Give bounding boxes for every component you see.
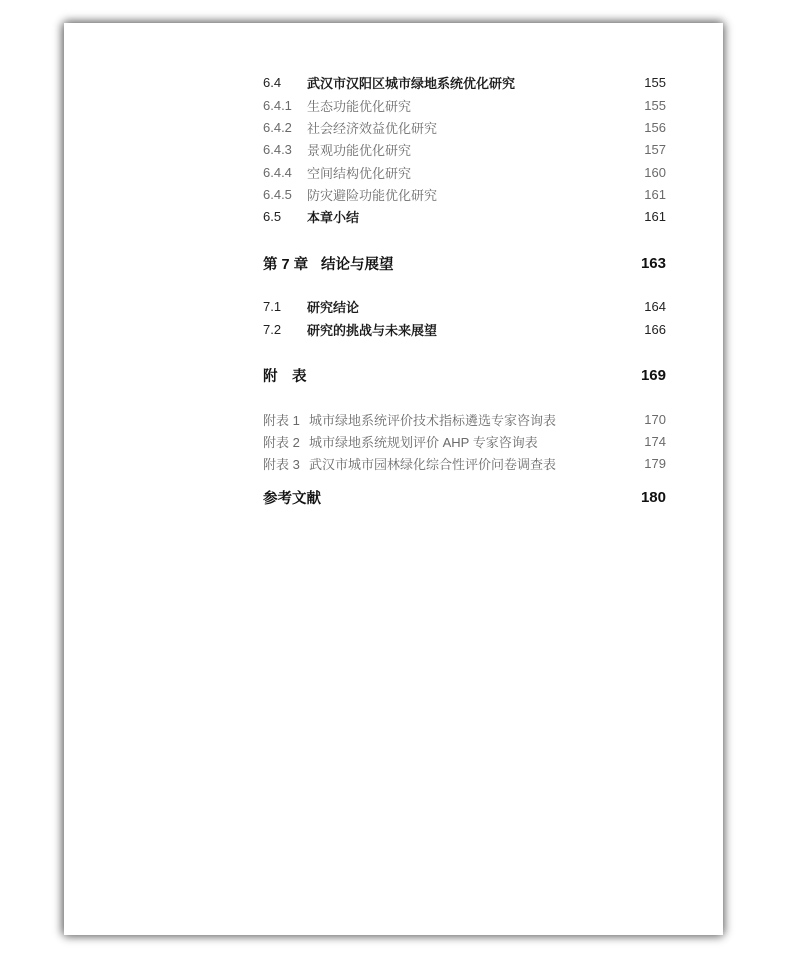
appendix-item-title: 城市绿地系统评价技术指标遴选专家咨询表 [309, 412, 557, 428]
subsection-title: 防灾避险功能优化研究 [307, 187, 438, 203]
section-number: 7.1 [263, 298, 282, 314]
page-number: 180 [640, 488, 666, 506]
subsection-number: 6.4.2 [263, 119, 292, 135]
document-page [64, 23, 723, 935]
appendix-item-title: 城市绿地系统规划评价 AHP 专家咨询表 [309, 434, 538, 450]
toc-subsection-6-4-5[interactable] [263, 184, 666, 204]
section-number: 6.5 [263, 208, 282, 224]
toc-subsection-6-4-4[interactable] [263, 162, 666, 182]
page-number: 163 [640, 254, 666, 272]
page-number: 169 [640, 366, 666, 384]
page-number: 161 [644, 208, 666, 224]
toc-section-7-2[interactable] [263, 319, 666, 339]
toc-references[interactable] [263, 487, 666, 507]
toc-chapter-7[interactable] [263, 253, 666, 273]
appendix-number: 附表 1 [263, 412, 300, 428]
subsection-number: 6.4.4 [263, 164, 292, 180]
page-number: 156 [644, 119, 666, 135]
subsection-number: 6.4.3 [263, 141, 292, 157]
section-number: 7.2 [263, 321, 282, 337]
toc-subsection-6-4-2[interactable] [263, 117, 666, 137]
toc-section-6-5[interactable] [263, 206, 666, 226]
page-number: 166 [644, 321, 666, 337]
chapter-title: 结论与展望 [321, 256, 394, 273]
page-number: 164 [644, 298, 666, 314]
references-title: 参考文献 [263, 490, 321, 507]
toc-subsection-6-4-1[interactable] [263, 95, 666, 115]
toc-appendix[interactable] [263, 365, 666, 385]
subsection-title: 社会经济效益优化研究 [307, 120, 438, 136]
appendix-number: 附表 3 [263, 456, 300, 472]
page-number: 155 [644, 97, 666, 113]
page-number: 161 [644, 186, 666, 202]
page-number: 155 [644, 74, 666, 90]
appendix-item-title: 武汉市城市园林绿化综合性评价问卷调查表 [309, 456, 557, 472]
subsection-title: 空间结构优化研究 [307, 165, 412, 181]
section-title: 研究的挑战与未来展望 [307, 322, 438, 338]
page-number: 170 [644, 411, 666, 427]
toc-section-6-4[interactable] [263, 72, 666, 92]
toc-appendix-item-2[interactable] [263, 431, 666, 451]
page-number: 174 [644, 433, 666, 449]
chapter-number: 第 7 章 [263, 256, 309, 273]
page-number: 179 [644, 455, 666, 471]
page-number: 157 [644, 141, 666, 157]
subsection-number: 6.4.5 [263, 186, 292, 202]
toc-appendix-item-3[interactable] [263, 453, 666, 473]
appendix-title: 附 表 [263, 368, 307, 385]
page-number: 160 [644, 164, 666, 180]
subsection-title: 景观功能优化研究 [307, 142, 412, 158]
section-title: 武汉市汉阳区城市绿地系统优化研究 [307, 75, 516, 91]
section-number: 6.4 [263, 74, 282, 90]
toc-appendix-item-1[interactable] [263, 409, 666, 429]
section-title: 研究结论 [307, 299, 360, 315]
subsection-number: 6.4.1 [263, 97, 292, 113]
subsection-title: 生态功能优化研究 [307, 98, 412, 114]
appendix-number: 附表 2 [263, 434, 300, 450]
section-title: 本章小结 [307, 209, 360, 225]
toc-section-7-1[interactable] [263, 296, 666, 316]
toc-subsection-6-4-3[interactable] [263, 139, 666, 159]
